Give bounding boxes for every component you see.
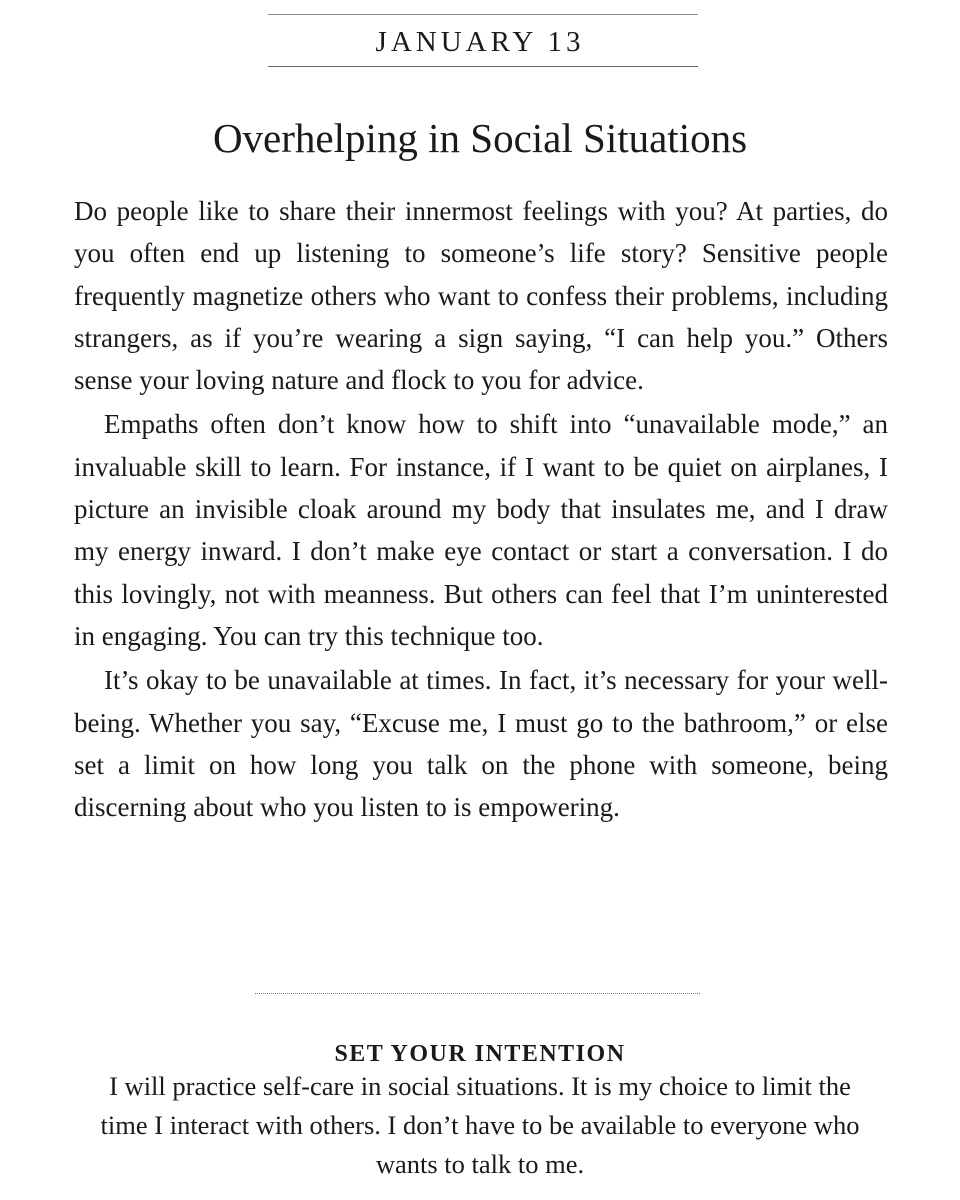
body-paragraph-3: It’s okay to be unavailable at times. In fact, it’s necessary for your well-being. Whether you say, “Excuse me, I must go to the bathroom,” or else set a limit on how long you talk on the phone with someone, being discerning about who you listen to is empowering.	[74, 665, 888, 823]
intention-text: I will practice self-care in social situations. It is my choice to limit the time I interact with others. I don’t have to be available to everyone who wants to talk to me.	[100, 1071, 860, 1179]
header-top-rule	[268, 14, 698, 15]
section-divider	[255, 993, 700, 994]
header-bottom-rule	[268, 66, 698, 67]
entry-body	[74, 190, 888, 830]
body-paragraph-1: Do people like to share their innermost feelings with you? At parties, do you often end up listening to someone’s life story? Sensitive people frequently magnetize others who want to confess their problems, including strangers, as if you’re wearing a sign saying, “I can help you.” Others sense your loving nature and flock to you for advice.	[74, 196, 888, 396]
intention-heading: SET YOUR INTENTION	[334, 1041, 626, 1067]
entry-title: Overhelping in Social Situations	[212, 115, 748, 161]
date-header: JANUARY 13	[375, 26, 585, 58]
body-paragraph-2: Empaths often don’t know how to shift into “unavailable mode,” an invaluable skill to learn. For instance, if I want to be quiet on airplanes, I picture an invisible cloak around my body that insulates me, and I draw my energy inward. I don’t make eye contact or start a conversation. I do this lovingly, not with meanness. But others can feel that I’m uninterested in engaging. You can try this technique too.	[74, 409, 888, 651]
